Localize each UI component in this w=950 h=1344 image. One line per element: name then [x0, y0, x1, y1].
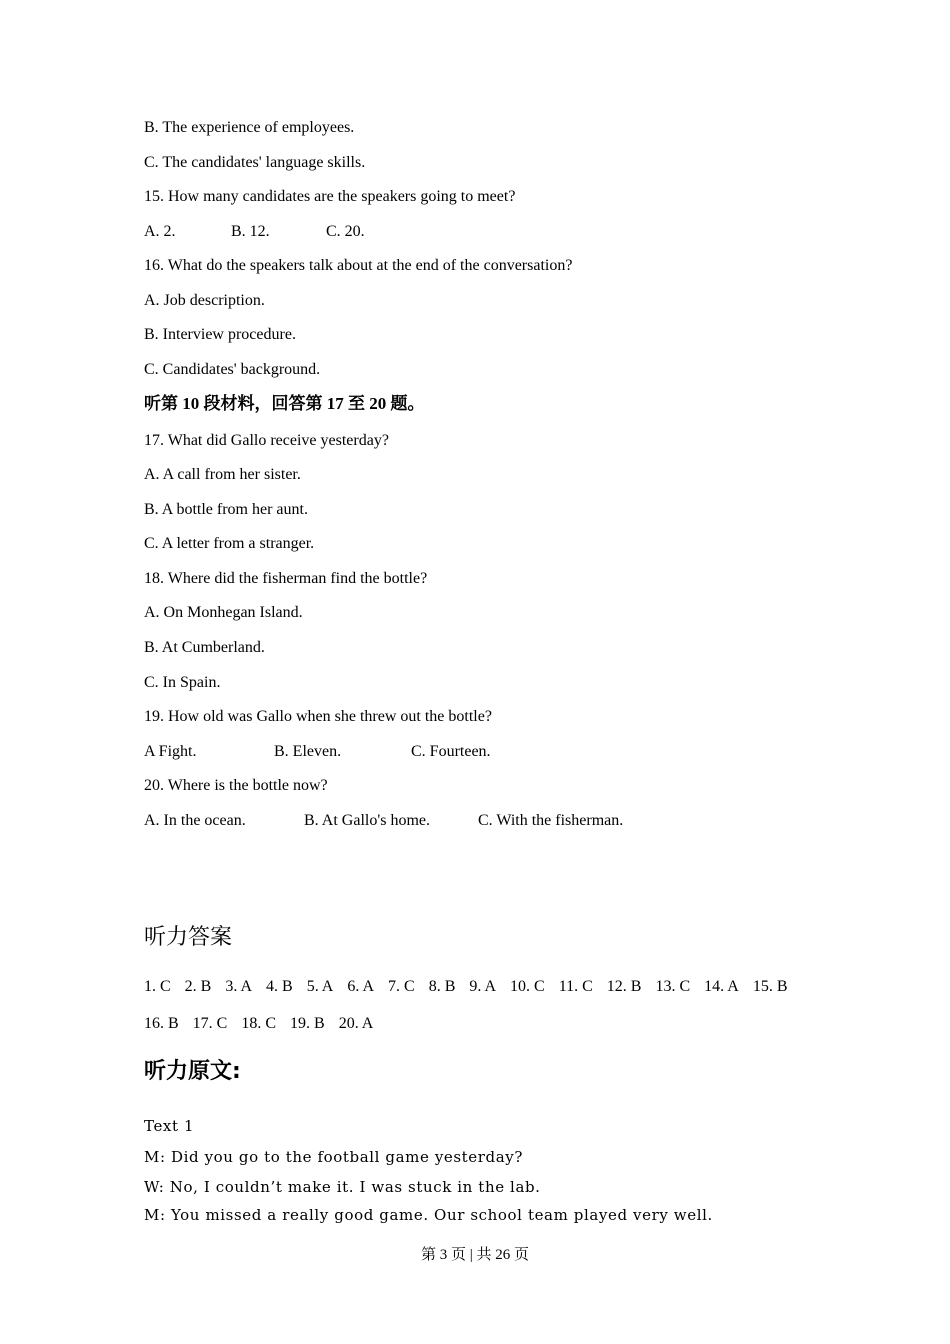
q19-option-a: A Fight.: [144, 743, 197, 760]
q14-option-b: B. The experience of employees.: [144, 119, 355, 136]
q16-option-b: B. Interview procedure.: [144, 326, 296, 343]
q16-option-a: A. Job description.: [144, 292, 265, 309]
q18-option-a: A. On Monhegan Island.: [144, 604, 303, 621]
page-footer: 第 3 页 | 共 26 页: [420, 1247, 529, 1263]
q19-option-c: C. Fourteen.: [411, 743, 491, 760]
answer-item: 8. B: [428, 978, 456, 995]
q17-option-b: B. A bottle from her aunt.: [144, 501, 308, 518]
transcript-line-3: M: You missed a really good game. Our school team played very well.: [144, 1206, 713, 1224]
q20-options: [144, 811, 704, 831]
answer-item: 7. C: [388, 978, 415, 995]
answer-item: 20. A: [338, 1015, 374, 1032]
q19-option-b: B. Eleven.: [274, 743, 342, 760]
answer-key-row-1: [144, 977, 801, 997]
q20-option-b: B. At Gallo's home.: [304, 812, 430, 829]
q18-option-c: C. In Spain.: [144, 674, 221, 691]
answer-item: 5. A: [306, 978, 334, 995]
answer-item: 9. A: [469, 978, 497, 995]
q20-question: 20. Where is the bottle now?: [144, 777, 328, 794]
q16-option-c: C. Candidates' background.: [144, 361, 321, 378]
transcript-line-2: W: No, I couldn’t make it. I was stuck in the lab.: [144, 1178, 541, 1196]
answer-key-row-2: [144, 1014, 387, 1034]
answer-key-title: 听力答案: [144, 925, 233, 950]
q17-question: 17. What did Gallo receive yesterday?: [144, 432, 389, 449]
q20-option-a: A. In the ocean.: [144, 812, 246, 829]
answer-item: 12. B: [606, 978, 642, 995]
answer-item: 18. C: [241, 1015, 277, 1032]
section-10-heading: 听第 10 段材料，回答第 17 至 20 题。: [144, 394, 425, 413]
q17-option-c: C. A letter from a stranger.: [144, 535, 315, 552]
answer-item: 4. B: [266, 978, 293, 995]
q14-option-c: C. The candidates' language skills.: [144, 154, 366, 171]
q20-option-c: C. With the fisherman.: [478, 812, 624, 829]
answer-item: 2. B: [184, 978, 212, 995]
answer-item: 10. C: [510, 978, 545, 995]
q18-option-b: B. At Cumberland.: [144, 639, 265, 656]
answer-item: 14. A: [704, 978, 739, 995]
transcript-title: 听力原文:: [144, 1059, 241, 1084]
answer-item: 11. C: [558, 978, 593, 995]
q17-option-a: A. A call from her sister.: [144, 466, 301, 483]
q16-question: 16. What do the speakers talk about at the end of the conversation?: [144, 257, 573, 274]
transcript-line-1: M: Did you go to the football game yesterday?: [144, 1148, 524, 1166]
answer-item: 13. C: [655, 978, 691, 995]
answer-item: 17. C: [192, 1015, 228, 1032]
q18-question: 18. Where did the fisherman find the bottle?: [144, 570, 428, 587]
answer-item: 15. B: [752, 978, 788, 995]
answer-item: 1. C: [144, 978, 171, 995]
q19-question: 19. How old was Gallo when she threw out the bottle?: [144, 708, 492, 725]
answer-item: 19. B: [290, 1015, 325, 1032]
q15-option-a: A. 2.: [144, 223, 176, 240]
answer-item: 6. A: [347, 978, 375, 995]
transcript-text-label: Text 1: [144, 1117, 195, 1135]
answer-item: 16. B: [144, 1015, 179, 1032]
q15-question: 15. How many candidates are the speakers going to meet?: [144, 188, 516, 205]
q15-option-c: C. 20.: [326, 223, 365, 240]
q15-options: [144, 222, 544, 242]
answer-item: 3. A: [225, 978, 253, 995]
q19-options: [144, 742, 594, 762]
q15-option-b: B. 12.: [231, 223, 270, 240]
